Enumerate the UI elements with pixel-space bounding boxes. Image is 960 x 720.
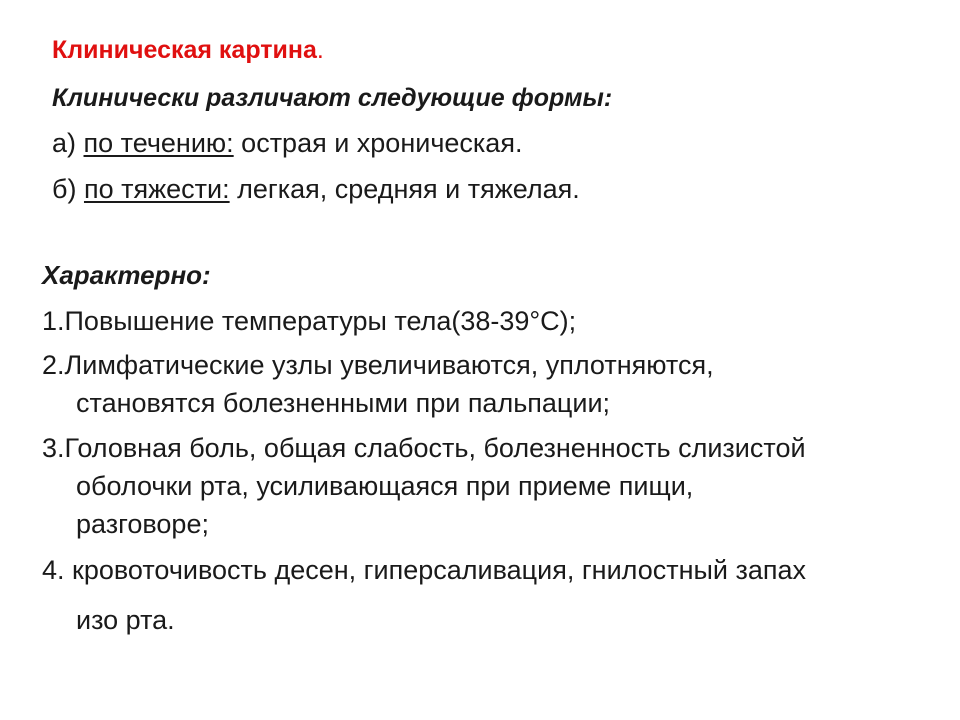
form-by-course — [52, 127, 522, 159]
list-item-3-continuation: разговоре; — [76, 509, 209, 539]
form-values: острая и хроническая. — [233, 128, 523, 158]
form-prefix: б) — [52, 174, 84, 204]
forms-subtitle: Клинически различают следующие формы: — [52, 84, 613, 112]
slide-title — [52, 34, 324, 66]
form-values: легкая, средняя и тяжелая. — [229, 174, 580, 204]
slide-title-text: Клиническая картина — [52, 36, 317, 64]
slide-title-dot: . — [316, 36, 324, 64]
characteristic-heading: Характерно: — [42, 260, 211, 290]
form-criterion: по тяжести: — [83, 174, 230, 204]
list-item-2: 2.Лимфатические узлы увеличиваются, уплотняются, — [42, 350, 714, 380]
list-item-1: 1.Повышение температуры тела(38-39°C); — [42, 306, 577, 336]
list-item-3: 3.Головная боль, общая слабость, болезненность слизистой — [42, 433, 806, 463]
list-item-3-continuation: оболочки рта, усиливающаяся при приеме пищи, — [76, 471, 694, 501]
form-criterion: по течению: — [83, 128, 234, 158]
list-item-4: 4. кровоточивость десен, гиперсаливация, гнилостный запах — [42, 555, 807, 585]
form-by-severity — [52, 173, 580, 205]
list-item-4-continuation: изо рта. — [76, 605, 175, 635]
form-prefix: а) — [52, 128, 84, 158]
list-item-2-continuation: становятся болезненными при пальпации; — [76, 388, 611, 418]
